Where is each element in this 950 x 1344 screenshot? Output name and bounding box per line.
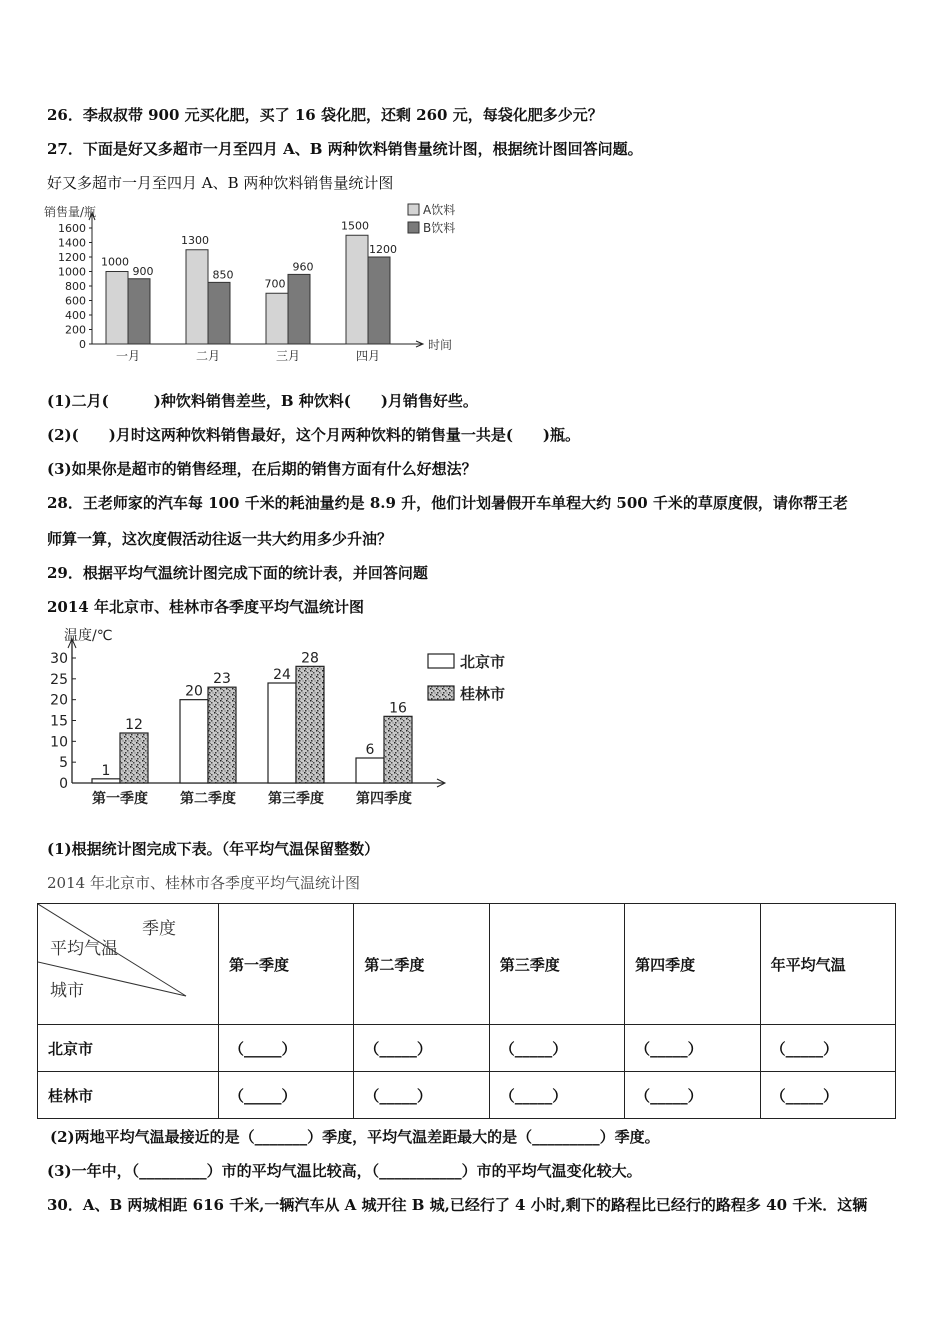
y-tick-label: 15 bbox=[50, 713, 68, 730]
answer-blank[interactable]: （_____） bbox=[219, 1072, 354, 1119]
legend-label: 桂林市 bbox=[460, 685, 506, 703]
x-axis-label: 时间 bbox=[428, 338, 453, 352]
bar-value-label: 850 bbox=[212, 268, 234, 282]
question-29-3: (3)一年中，（_________）市的平均气温比较高，（___________）市的平均气温变化较大。 bbox=[47, 1162, 642, 1180]
question-26: 26．李叔叔带 900 元买化肥，买了 16 袋化肥，还剩 260 元，每袋化肥多少元？ bbox=[47, 106, 603, 124]
bar bbox=[186, 250, 208, 344]
answer-blank[interactable]: （_____） bbox=[760, 1072, 895, 1119]
question-29: 29．根据平均气温统计图完成下面的统计表，并回答问题 bbox=[47, 564, 428, 582]
legend-swatch bbox=[428, 686, 454, 700]
y-tick-label: 10 bbox=[50, 734, 68, 751]
question-29-1: (1)根据统计图完成下表。（年平均气温保留整数） bbox=[47, 840, 380, 858]
bar bbox=[384, 716, 412, 783]
corner-label-temperature: 平均气温 bbox=[50, 939, 118, 959]
bar-value-label: 6 bbox=[365, 742, 375, 758]
y-axis-label: 销售量/瓶 bbox=[44, 205, 97, 219]
bar bbox=[356, 758, 384, 783]
bar-value-label: 24 bbox=[273, 667, 291, 683]
bar bbox=[208, 687, 236, 783]
legend-swatch bbox=[408, 222, 419, 233]
x-tick-label: 第三季度 bbox=[268, 791, 324, 807]
question-27-3: (3)如果你是超市的销售经理，在后期的销售方面有什么好想法？ bbox=[47, 460, 477, 478]
legend-swatch bbox=[428, 654, 454, 668]
y-tick-label: 600 bbox=[65, 294, 86, 308]
x-tick-label: 第二季度 bbox=[180, 791, 236, 807]
answer-blank[interactable]: （_____） bbox=[354, 1072, 489, 1119]
y-tick-label: 1600 bbox=[58, 222, 86, 235]
table-corner-cell bbox=[38, 904, 219, 1025]
answer-blank[interactable]: （_____） bbox=[219, 1025, 354, 1072]
temperature-table bbox=[37, 903, 896, 1119]
answer-blank[interactable]: （_____） bbox=[489, 1025, 624, 1072]
bar bbox=[92, 779, 120, 783]
y-tick-label: 1400 bbox=[58, 236, 86, 250]
bar-value-label: 12 bbox=[125, 717, 143, 733]
y-tick-label: 30 bbox=[50, 651, 68, 667]
corner-label-season: 季度 bbox=[142, 919, 176, 939]
bar-value-label: 1200 bbox=[369, 243, 397, 256]
y-tick-label: 1200 bbox=[58, 251, 86, 264]
answer-blank[interactable]: （_____） bbox=[760, 1025, 895, 1072]
legend-label: B饮料 bbox=[423, 221, 456, 235]
bar bbox=[296, 666, 324, 783]
bar bbox=[208, 282, 230, 344]
y-tick-label: 20 bbox=[50, 692, 68, 709]
bar-value-label: 900 bbox=[132, 264, 154, 278]
y-tick-label: 0 bbox=[79, 338, 86, 351]
bar-value-label: 1000 bbox=[101, 255, 129, 269]
x-tick-label: 第一季度 bbox=[92, 791, 148, 807]
table-title: 2014 年北京市、桂林市各季度平均气温统计图 bbox=[47, 874, 360, 892]
bar-value-label: 1300 bbox=[181, 233, 209, 247]
answer-blank[interactable]: （_____） bbox=[489, 1072, 624, 1119]
table-header-annual: 年平均气温 bbox=[760, 904, 895, 1025]
bar-value-label: 700 bbox=[264, 277, 286, 291]
bar-value-label: 28 bbox=[301, 650, 319, 667]
question-30: 30．A、B 两城相距 616 千米,一辆汽车从 A 城开往 B 城,已经行了 4 小时,剩下的路程比已经行的路程多 40 千米．这辆 bbox=[47, 1196, 868, 1214]
table-row bbox=[38, 1025, 896, 1072]
y-tick-label: 400 bbox=[65, 309, 86, 322]
chart1-title: 好又多超市一月至四月 A、B 两种饮料销售量统计图 bbox=[47, 174, 394, 192]
answer-blank[interactable]: （_____） bbox=[625, 1072, 760, 1119]
question-28-line2: 师算一算，这次度假活动往返一共大约用多少升油？ bbox=[47, 530, 393, 548]
bar-value-label: 1 bbox=[101, 762, 111, 779]
bar bbox=[288, 274, 310, 344]
answer-blank[interactable]: （_____） bbox=[354, 1025, 489, 1072]
bar-value-label: 23 bbox=[213, 671, 231, 688]
bar bbox=[346, 235, 368, 344]
bar bbox=[128, 279, 150, 344]
y-tick-label: 200 bbox=[65, 323, 86, 337]
bar-value-label: 20 bbox=[185, 683, 203, 700]
bar bbox=[180, 700, 208, 783]
bar bbox=[120, 733, 148, 783]
table-header-q1: 第一季度 bbox=[219, 904, 354, 1025]
question-29-2: (2)两地平均气温最接近的是（_______）季度，平均气温差距最大的是（_________）季度。 bbox=[50, 1128, 660, 1146]
x-tick-label: 第四季度 bbox=[356, 791, 412, 807]
bar bbox=[368, 257, 390, 344]
legend-label: A饮料 bbox=[423, 203, 456, 217]
bar-value-label: 16 bbox=[389, 700, 407, 717]
bar bbox=[266, 293, 288, 344]
bar bbox=[268, 683, 296, 783]
question-27: 27．下面是好又多超市一月至四月 A、B 两种饮料销售量统计图，根据统计图回答问题。 bbox=[47, 140, 643, 158]
x-tick-label: 一月 bbox=[115, 349, 141, 363]
temperature-bar-chart bbox=[40, 622, 540, 812]
x-tick-label: 二月 bbox=[195, 349, 221, 363]
corner-label-city: 城市 bbox=[50, 981, 84, 1001]
table-header-q2: 第二季度 bbox=[354, 904, 489, 1025]
x-tick-label: 三月 bbox=[275, 349, 301, 363]
question-27-1: (1)二月( )种饮料销售差些，B 种饮料( )月销售好些。 bbox=[47, 392, 478, 410]
answer-blank[interactable]: （_____） bbox=[625, 1025, 760, 1072]
bar bbox=[106, 272, 128, 345]
y-tick-label: 25 bbox=[50, 671, 68, 688]
y-tick-label: 0 bbox=[59, 776, 68, 792]
y-tick-label: 1000 bbox=[58, 265, 86, 279]
y-tick-label: 5 bbox=[59, 755, 68, 772]
legend-swatch bbox=[408, 204, 419, 215]
bar-value-label: 960 bbox=[292, 260, 314, 274]
question-28-line1: 28．王老师家的汽车每 100 千米的耗油量约是 8.9 升，他们计划暑假开车单程大约 500 千米的草原度假，请你帮王老 bbox=[47, 494, 848, 512]
legend-label: 北京市 bbox=[460, 653, 506, 671]
table-header-q3: 第三季度 bbox=[489, 904, 624, 1025]
row-city-beijing: 北京市 bbox=[38, 1025, 219, 1072]
sales-bar-chart bbox=[40, 198, 480, 378]
bar-value-label: 1500 bbox=[341, 219, 369, 233]
table-header-q4: 第四季度 bbox=[625, 904, 760, 1025]
chart2-title: 2014 年北京市、桂林市各季度平均气温统计图 bbox=[47, 598, 364, 616]
y-axis-label: 温度/℃ bbox=[64, 628, 113, 644]
question-27-2: (2)( )月时这两种饮料销售最好，这个月两种饮料的销售量一共是( )瓶。 bbox=[47, 426, 581, 444]
table-row bbox=[38, 1072, 896, 1119]
y-tick-label: 800 bbox=[65, 280, 86, 293]
row-city-guilin: 桂林市 bbox=[38, 1072, 219, 1119]
x-tick-label: 四月 bbox=[355, 349, 381, 363]
